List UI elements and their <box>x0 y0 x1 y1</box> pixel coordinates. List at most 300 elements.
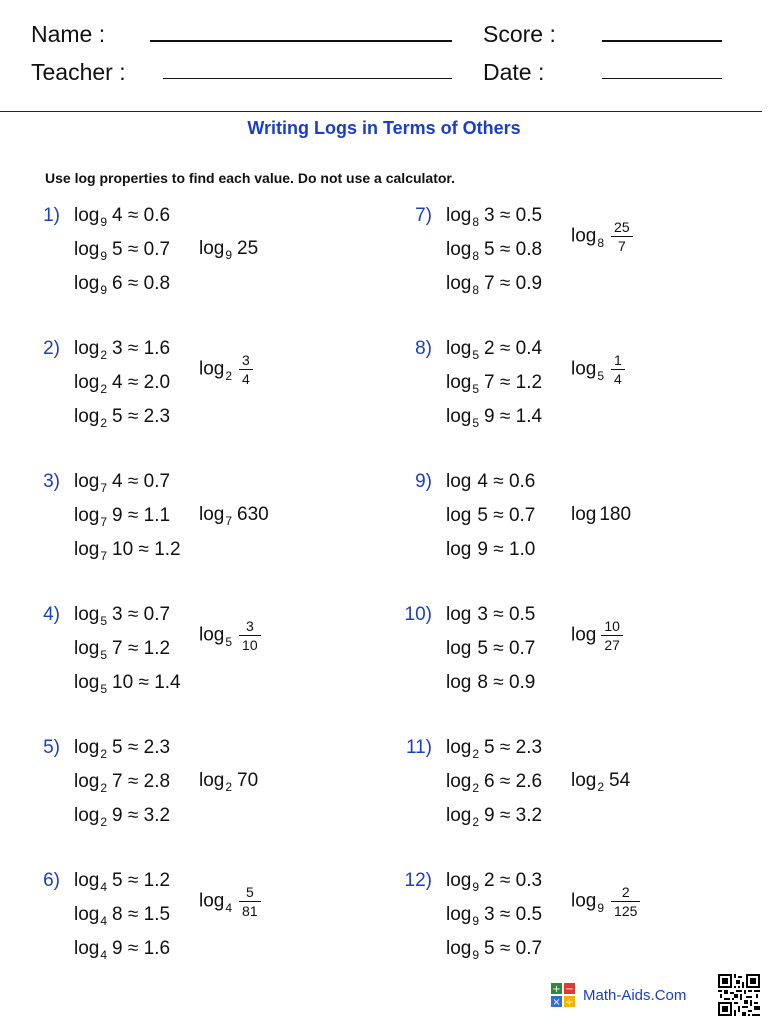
log-argument: 5 <box>484 239 495 260</box>
log-argument: 5 <box>484 737 495 758</box>
approx-value: 1.4 <box>154 672 181 693</box>
score-label: Score : <box>483 21 556 47</box>
approx-value: 2.3 <box>143 737 171 758</box>
problem-12 <box>372 870 742 980</box>
log-function: log <box>74 239 100 260</box>
problem-number: 2) <box>43 338 60 359</box>
approx-value: 0.9 <box>508 672 536 693</box>
approx-symbol: ≈ <box>487 604 509 625</box>
log-argument: 70 <box>237 770 259 791</box>
log-base: 2 <box>100 815 108 829</box>
given-log <box>74 938 170 961</box>
approx-value: 0.5 <box>515 205 543 226</box>
log-argument: 54 <box>609 770 631 791</box>
approx-value: 0.6 <box>143 205 171 226</box>
log-base: 2 <box>597 780 605 794</box>
fraction-numerator: 10 <box>604 618 620 634</box>
approx-value: 3.2 <box>515 805 543 826</box>
fraction-denominator: 4 <box>611 369 625 388</box>
approx-value: 2.3 <box>515 737 543 758</box>
approx-value: 0.5 <box>515 904 543 925</box>
approx-symbol: ≈ <box>122 239 144 260</box>
log-function: log <box>446 870 472 891</box>
problem-number: 3) <box>43 471 60 492</box>
approx-symbol: ≈ <box>122 338 144 359</box>
approx-value: 0.6 <box>508 471 536 492</box>
svg-text:−: − <box>565 984 574 995</box>
log-function: log <box>571 225 597 247</box>
approx-value: 1.2 <box>143 638 171 659</box>
log-function: log <box>571 504 597 525</box>
given-log <box>446 539 535 562</box>
problem-number: 1) <box>43 205 60 226</box>
log-function: log <box>199 890 225 912</box>
target-log <box>199 770 258 793</box>
log-argument: 4 <box>112 205 123 226</box>
given-log <box>446 672 535 695</box>
log-function: log <box>74 505 100 526</box>
approx-value: 0.5 <box>508 604 536 625</box>
log-function: log <box>74 771 100 792</box>
teacher-label: Teacher : <box>31 59 126 85</box>
log-function: log <box>74 870 100 891</box>
log-base: 8 <box>597 235 605 250</box>
approx-value: 1.4 <box>515 406 543 427</box>
log-argument: 2 <box>484 870 495 891</box>
log-argument: 3 <box>484 904 495 925</box>
log-base: 8 <box>472 283 480 297</box>
problem-number: 10) <box>404 604 432 625</box>
approx-symbol: ≈ <box>487 505 509 526</box>
log-argument: 9 <box>112 505 123 526</box>
log-base: 4 <box>100 948 108 962</box>
fraction-denominator: 7 <box>611 236 633 255</box>
log-base: 9 <box>100 215 108 229</box>
log-function: log <box>446 938 472 959</box>
given-log <box>74 737 170 760</box>
approx-symbol: ≈ <box>487 638 509 659</box>
approx-symbol: ≈ <box>122 870 144 891</box>
target-log <box>571 770 630 793</box>
log-function: log <box>74 938 100 959</box>
log-function: log <box>74 372 100 393</box>
log-base: 7 <box>225 514 233 528</box>
approx-symbol: ≈ <box>122 406 144 427</box>
svg-text:÷: ÷ <box>565 997 574 1007</box>
approx-value: 0.3 <box>515 870 543 891</box>
log-argument: 10 <box>112 672 134 693</box>
approx-value: 0.7 <box>143 604 171 625</box>
log-argument: 4 <box>112 471 123 492</box>
approx-symbol: ≈ <box>122 205 144 226</box>
fraction-denominator: 81 <box>239 901 261 920</box>
approx-symbol: ≈ <box>122 737 144 758</box>
log-argument: 2 <box>484 338 495 359</box>
log-function: log <box>74 805 100 826</box>
given-log <box>74 338 170 361</box>
approx-symbol: ≈ <box>494 406 516 427</box>
log-function: log <box>74 406 100 427</box>
log-function: log <box>571 624 597 646</box>
log-function: log <box>446 904 472 925</box>
log-argument: 3 <box>484 205 495 226</box>
problem-10 <box>372 604 742 714</box>
log-base: 2 <box>100 382 108 396</box>
problem-7 <box>372 205 742 315</box>
log-function: log <box>74 205 100 226</box>
log-argument: 9 <box>484 805 495 826</box>
log-function: log <box>446 338 472 359</box>
target-log <box>571 351 625 388</box>
qr-code-icon <box>718 974 760 1016</box>
given-log <box>446 805 542 828</box>
given-log <box>446 938 542 961</box>
problem-number: 12) <box>404 870 432 891</box>
fraction <box>611 218 633 255</box>
approx-value: 2.8 <box>143 771 171 792</box>
log-base: 4 <box>225 900 233 915</box>
log-argument: 9 <box>112 805 123 826</box>
log-base: 9 <box>597 900 605 915</box>
svg-text:+: + <box>552 984 561 995</box>
log-function: log <box>571 890 597 912</box>
log-function: log <box>446 638 472 659</box>
log-base: 9 <box>472 880 480 894</box>
log-base: 5 <box>472 416 480 430</box>
approx-value: 0.7 <box>508 505 536 526</box>
log-base: 9 <box>100 283 108 297</box>
log-argument: 10 <box>112 539 134 560</box>
fraction <box>611 883 640 920</box>
log-base: 4 <box>100 880 108 894</box>
target-log <box>199 617 261 654</box>
name-line[interactable] <box>150 40 452 42</box>
log-function: log <box>446 672 472 693</box>
log-base: 7 <box>100 515 108 529</box>
log-argument: 7 <box>112 771 123 792</box>
log-argument: 3 <box>112 338 123 359</box>
fraction-numerator: 3 <box>245 618 254 634</box>
given-log <box>74 805 170 828</box>
fraction <box>611 351 625 388</box>
log-argument: 5 <box>112 406 123 427</box>
problem-6 <box>0 870 370 980</box>
log-function: log <box>74 672 100 693</box>
log-argument: 3 <box>477 604 488 625</box>
target-log <box>571 218 633 255</box>
log-function: log <box>446 406 472 427</box>
approx-symbol: ≈ <box>494 372 516 393</box>
target-log <box>199 351 253 388</box>
log-argument: 5 <box>112 239 123 260</box>
name-label: Name : <box>31 21 106 47</box>
approx-symbol: ≈ <box>122 638 144 659</box>
fraction-denominator: 4 <box>239 369 253 388</box>
log-argument: 3 <box>112 604 123 625</box>
log-argument: 5 <box>477 505 488 526</box>
log-argument: 180 <box>599 504 632 525</box>
log-function: log <box>446 372 472 393</box>
approx-value: 1.2 <box>154 539 181 560</box>
approx-symbol: ≈ <box>122 505 144 526</box>
approx-symbol: ≈ <box>122 273 144 294</box>
given-log <box>446 338 542 361</box>
approx-value: 0.7 <box>515 938 543 959</box>
problem-9 <box>372 471 742 581</box>
log-argument: 7 <box>112 638 123 659</box>
given-log <box>74 672 181 695</box>
approx-symbol: ≈ <box>122 471 144 492</box>
given-log <box>446 604 535 627</box>
log-base: 5 <box>597 368 605 383</box>
approx-value: 1.0 <box>508 539 536 560</box>
approx-value: 0.7 <box>508 638 536 659</box>
log-function: log <box>571 770 597 791</box>
log-base: 2 <box>100 348 108 362</box>
problem-8 <box>372 338 742 448</box>
given-log <box>446 471 535 494</box>
log-base: 7 <box>100 549 108 563</box>
approx-symbol: ≈ <box>133 539 155 560</box>
log-argument: 4 <box>112 372 123 393</box>
log-argument: 5 <box>112 737 123 758</box>
log-function: log <box>199 358 225 380</box>
given-log <box>74 505 170 528</box>
given-log <box>446 870 542 893</box>
problem-11 <box>372 737 742 847</box>
target-log <box>199 238 258 261</box>
log-base: 5 <box>100 682 108 696</box>
log-argument: 6 <box>112 273 123 294</box>
log-argument: 8 <box>112 904 123 925</box>
log-base: 5 <box>472 348 480 362</box>
log-base: 2 <box>100 416 108 430</box>
given-log <box>446 406 542 429</box>
log-base: 7 <box>100 481 108 495</box>
given-log <box>74 904 170 927</box>
approx-value: 0.9 <box>515 273 543 294</box>
log-argument: 6 <box>484 771 495 792</box>
approx-symbol: ≈ <box>494 904 516 925</box>
approx-symbol: ≈ <box>122 604 144 625</box>
log-base: 9 <box>225 248 233 262</box>
log-function: log <box>199 624 225 646</box>
log-function: log <box>446 604 472 625</box>
fraction <box>239 617 261 654</box>
problem-number: 6) <box>43 870 60 891</box>
approx-value: 0.7 <box>143 239 171 260</box>
problem-number: 11) <box>405 737 432 758</box>
approx-symbol: ≈ <box>494 805 516 826</box>
given-log <box>74 638 170 661</box>
log-function: log <box>446 805 472 826</box>
given-log <box>74 273 170 296</box>
given-log <box>74 372 170 395</box>
approx-symbol: ≈ <box>494 273 516 294</box>
fraction-denominator: 125 <box>611 901 640 920</box>
log-base: 2 <box>225 780 233 794</box>
approx-symbol: ≈ <box>494 737 516 758</box>
approx-value: 0.8 <box>515 239 543 260</box>
approx-symbol: ≈ <box>487 672 509 693</box>
log-argument: 9 <box>112 938 123 959</box>
log-argument: 8 <box>477 672 488 693</box>
log-argument: 5 <box>484 938 495 959</box>
approx-value: 1.1 <box>143 505 171 526</box>
teacher-line[interactable] <box>163 78 452 79</box>
log-function: log <box>571 358 597 380</box>
problem-1 <box>0 205 370 315</box>
fraction <box>601 617 623 654</box>
log-function: log <box>446 205 472 226</box>
target-log <box>571 617 623 654</box>
log-base: 9 <box>472 948 480 962</box>
log-argument: 7 <box>484 273 495 294</box>
log-argument: 25 <box>237 238 259 259</box>
log-function: log <box>74 904 100 925</box>
given-log <box>74 471 170 494</box>
given-log <box>446 737 542 760</box>
log-base: 8 <box>472 215 480 229</box>
fraction-numerator: 2 <box>621 884 630 900</box>
log-argument: 7 <box>484 372 495 393</box>
approx-value: 1.2 <box>143 870 171 891</box>
log-argument: 5 <box>112 870 123 891</box>
log-base: 5 <box>225 634 233 649</box>
approx-value: 1.6 <box>143 938 171 959</box>
log-function: log <box>74 737 100 758</box>
instructions: Use log properties to find each value. Do not use a calculator. <box>45 170 455 186</box>
problem-number: 8) <box>415 338 432 359</box>
approx-symbol: ≈ <box>494 938 516 959</box>
log-function: log <box>74 471 100 492</box>
given-log <box>74 239 170 262</box>
given-log <box>74 870 170 893</box>
date-line[interactable] <box>602 78 722 79</box>
log-function: log <box>199 238 225 259</box>
target-log <box>199 883 261 920</box>
approx-symbol: ≈ <box>494 239 516 260</box>
score-line[interactable] <box>602 40 722 42</box>
given-log <box>446 904 542 927</box>
problem-number: 7) <box>415 205 432 226</box>
approx-symbol: ≈ <box>494 338 516 359</box>
log-base: 2 <box>225 368 233 383</box>
log-function: log <box>446 737 472 758</box>
target-log <box>571 504 631 527</box>
approx-value: 2.0 <box>143 372 171 393</box>
log-function: log <box>446 239 472 260</box>
log-function: log <box>446 471 472 492</box>
log-base: 2 <box>100 747 108 761</box>
header-divider <box>0 111 762 112</box>
problem-number: 5) <box>43 737 60 758</box>
date-label: Date : <box>483 59 545 85</box>
given-log <box>74 205 170 228</box>
log-base: 5 <box>100 648 108 662</box>
log-base: 2 <box>100 781 108 795</box>
log-function: log <box>446 539 472 560</box>
given-log <box>74 604 170 627</box>
log-argument: 5 <box>477 638 488 659</box>
approx-symbol: ≈ <box>122 372 144 393</box>
problem-3 <box>0 471 370 581</box>
svg-text:×: × <box>552 997 561 1007</box>
approx-symbol: ≈ <box>122 904 144 925</box>
approx-symbol: ≈ <box>494 870 516 891</box>
log-base: 9 <box>100 249 108 263</box>
approx-value: 0.7 <box>143 471 171 492</box>
page-title: Writing Logs in Terms of Others <box>247 118 521 138</box>
log-function: log <box>446 273 472 294</box>
given-log <box>446 205 542 228</box>
log-base: 2 <box>472 815 480 829</box>
given-log <box>446 771 542 794</box>
log-argument: 9 <box>484 406 495 427</box>
problem-number: 9) <box>415 471 432 492</box>
problem-2 <box>0 338 370 448</box>
given-log <box>74 406 170 429</box>
fraction-numerator: 25 <box>614 219 630 235</box>
log-base: 5 <box>100 614 108 628</box>
approx-value: 1.6 <box>143 338 171 359</box>
fraction <box>239 883 261 920</box>
log-argument: 9 <box>477 539 488 560</box>
log-base: 5 <box>472 382 480 396</box>
fraction <box>239 351 253 388</box>
log-base: 2 <box>472 747 480 761</box>
problem-4 <box>0 604 370 714</box>
log-function: log <box>446 771 472 792</box>
approx-symbol: ≈ <box>487 539 509 560</box>
given-log <box>74 771 170 794</box>
fraction-denominator: 10 <box>239 635 261 654</box>
given-log <box>446 273 542 296</box>
calculator-icon <box>551 983 575 1007</box>
approx-symbol: ≈ <box>122 805 144 826</box>
problem-number: 4) <box>43 604 60 625</box>
fraction-numerator: 5 <box>245 884 254 900</box>
fraction-numerator: 1 <box>614 352 622 368</box>
approx-symbol: ≈ <box>122 938 144 959</box>
log-function: log <box>74 273 100 294</box>
approx-symbol: ≈ <box>494 205 516 226</box>
approx-symbol: ≈ <box>494 771 516 792</box>
log-function: log <box>199 770 225 791</box>
log-function: log <box>74 338 100 359</box>
log-base: 4 <box>100 914 108 928</box>
given-log <box>446 372 542 395</box>
log-argument: 630 <box>237 504 269 525</box>
fraction-denominator: 27 <box>601 635 623 654</box>
problem-5 <box>0 737 370 847</box>
site-link[interactable]: Math-Aids.Com <box>583 987 687 1004</box>
log-function: log <box>446 505 472 526</box>
given-log <box>74 539 181 562</box>
approx-symbol: ≈ <box>487 471 509 492</box>
approx-value: 3.2 <box>143 805 171 826</box>
approx-symbol: ≈ <box>122 771 144 792</box>
given-log <box>446 505 535 528</box>
given-log <box>446 239 542 262</box>
target-log <box>199 504 269 527</box>
fraction-numerator: 3 <box>242 352 250 368</box>
log-function: log <box>74 539 100 560</box>
approx-symbol: ≈ <box>133 672 155 693</box>
log-base: 2 <box>472 781 480 795</box>
log-function: log <box>74 604 100 625</box>
log-base: 8 <box>472 249 480 263</box>
